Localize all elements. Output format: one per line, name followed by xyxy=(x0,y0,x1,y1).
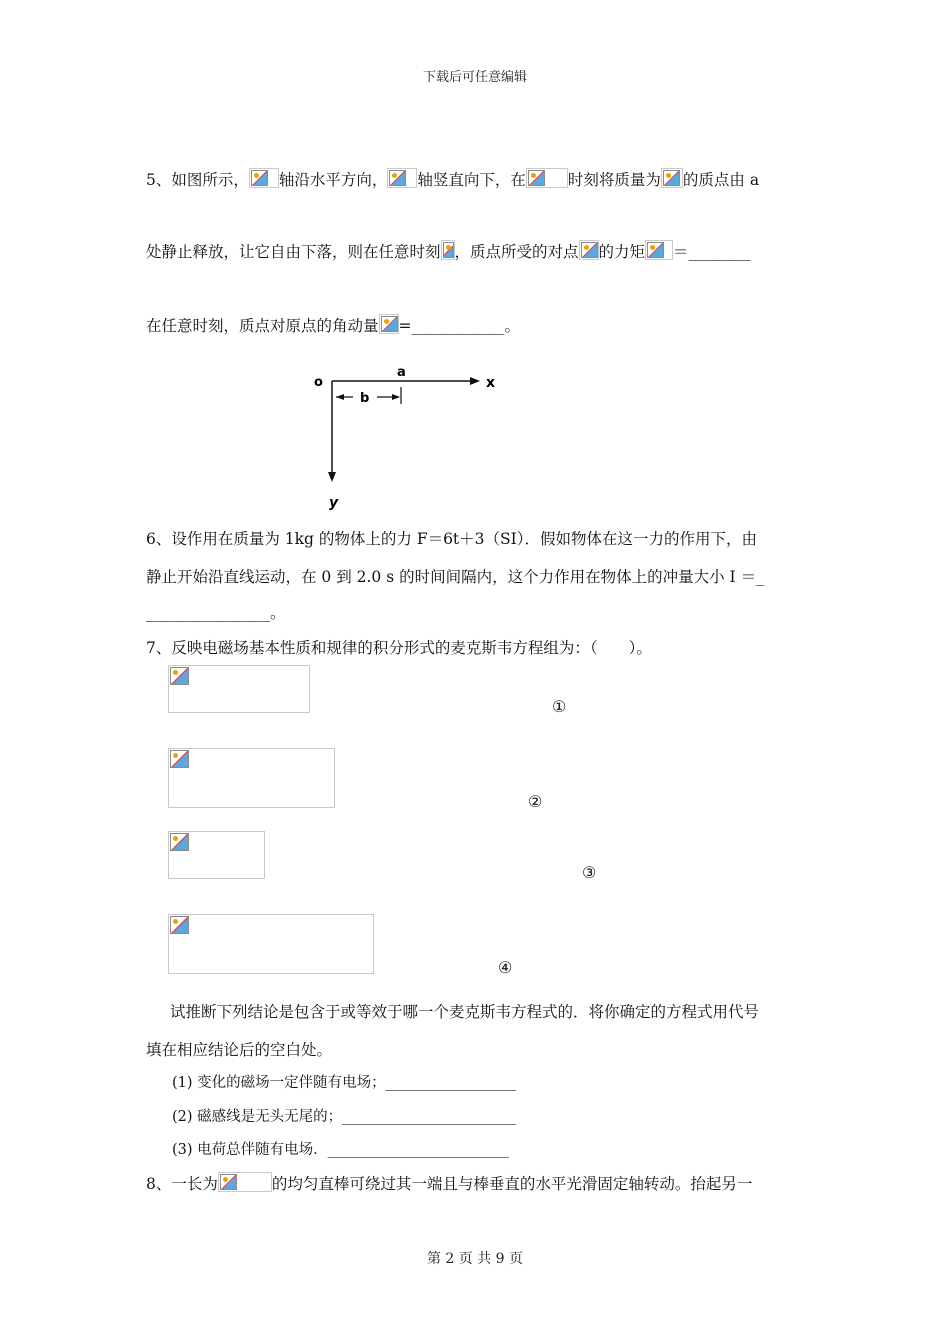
q8-line1 xyxy=(146,1172,752,1194)
formula-image-icon xyxy=(661,168,683,188)
q5-answer-blank[interactable]: ＝________ xyxy=(673,243,751,261)
q6-line1: 6、设作用在质量为 1kg 的物体上的力 F＝6t＋3（SI）．假如物体在这一力的作用下，由 xyxy=(146,530,758,548)
b-left-arrow xyxy=(336,394,344,400)
q8-text: 8、一长为 xyxy=(146,1175,218,1193)
formula-image-icon xyxy=(249,168,279,188)
equation-1-label: ① xyxy=(552,697,567,716)
formula-image-icon xyxy=(441,240,455,260)
q7-intro-line1: 试推断下列结论是包含于或等效于哪一个麦克斯韦方程式的．将你确定的方程式用代号 xyxy=(170,1003,760,1021)
q5-text: 的力矩 xyxy=(598,243,646,261)
q8-text: 的均匀直棒可绕过其一端且与棒垂直的水平光滑固定轴转动。抬起另一 xyxy=(271,1175,753,1193)
page-footer: 第 2 页 共 9 页 xyxy=(426,1251,524,1267)
a-label: a xyxy=(397,365,406,380)
q7-item-2[interactable]: (2) 磁感线是无头无尾的；________________________ xyxy=(172,1109,517,1125)
q5-answer-blank[interactable]: =____________。 xyxy=(398,317,521,335)
q5-text: 轴竖直向下，在 xyxy=(417,171,526,189)
q5-line1 xyxy=(146,168,759,190)
q6-answer-blank[interactable]: ________________。 xyxy=(146,604,286,622)
equation-3-label: ③ xyxy=(582,863,597,882)
equation-2-label: ② xyxy=(528,792,543,811)
formula-image-icon xyxy=(579,240,599,260)
equation-4-label: ④ xyxy=(498,958,513,977)
q5-text: 5、如图所示， xyxy=(146,171,249,189)
y-label: y xyxy=(329,495,339,511)
page-header: 下载后可任意编辑 xyxy=(422,70,527,85)
y-axis-arrow xyxy=(328,472,336,482)
equation-3-image xyxy=(168,831,265,879)
q7-item-3[interactable]: (3) 电荷总伴随有电场．_________________________ xyxy=(172,1142,509,1158)
q6-line2: 静止开始沿直线运动，在 0 到 2.0 s 的时间间隔内，这个力作用在物体上的冲量大小 I ＝_ xyxy=(146,568,764,586)
q7-intro-line2: 填在相应结论后的空白处。 xyxy=(146,1041,333,1059)
formula-image-icon xyxy=(170,916,189,934)
equation-1-image xyxy=(168,665,310,713)
x-axis-arrow xyxy=(470,377,480,385)
x-label: x xyxy=(486,375,496,391)
formula-image-icon xyxy=(645,240,673,260)
equation-2-image xyxy=(168,748,335,808)
q5-text: 的质点由 a xyxy=(682,171,760,189)
q5-text: 时刻将质量为 xyxy=(567,171,661,189)
q7-title: 7、反映电磁场基本性质和规律的积分形式的麦克斯韦方程组为：（ ）。 xyxy=(146,639,652,657)
q7-item-1[interactable]: (1) 变化的磁场一定伴随有电场；__________________ xyxy=(172,1075,517,1091)
b-right-arrow xyxy=(392,394,400,400)
q5-line3 xyxy=(146,314,520,336)
formula-image-icon xyxy=(379,314,399,334)
origin-label: o xyxy=(314,375,323,390)
formula-image-icon xyxy=(170,667,189,685)
axes-figure xyxy=(305,360,515,515)
formula-image-icon xyxy=(526,168,568,188)
q5-text: 轴沿水平方向， xyxy=(278,171,388,189)
q5-text: ，质点所受的对点 xyxy=(454,243,579,261)
equation-4-image xyxy=(168,914,374,974)
formula-image-icon xyxy=(170,750,189,768)
b-label: b xyxy=(360,391,370,406)
q5-line2 xyxy=(146,240,751,262)
q5-text: 在任意时刻，质点对原点的角动量 xyxy=(146,317,379,335)
formula-image-icon xyxy=(218,1172,272,1192)
formula-image-icon xyxy=(170,833,189,851)
q5-text: 处静止释放，让它自由下落，则在任意时刻 xyxy=(146,243,441,261)
formula-image-icon xyxy=(387,168,417,188)
